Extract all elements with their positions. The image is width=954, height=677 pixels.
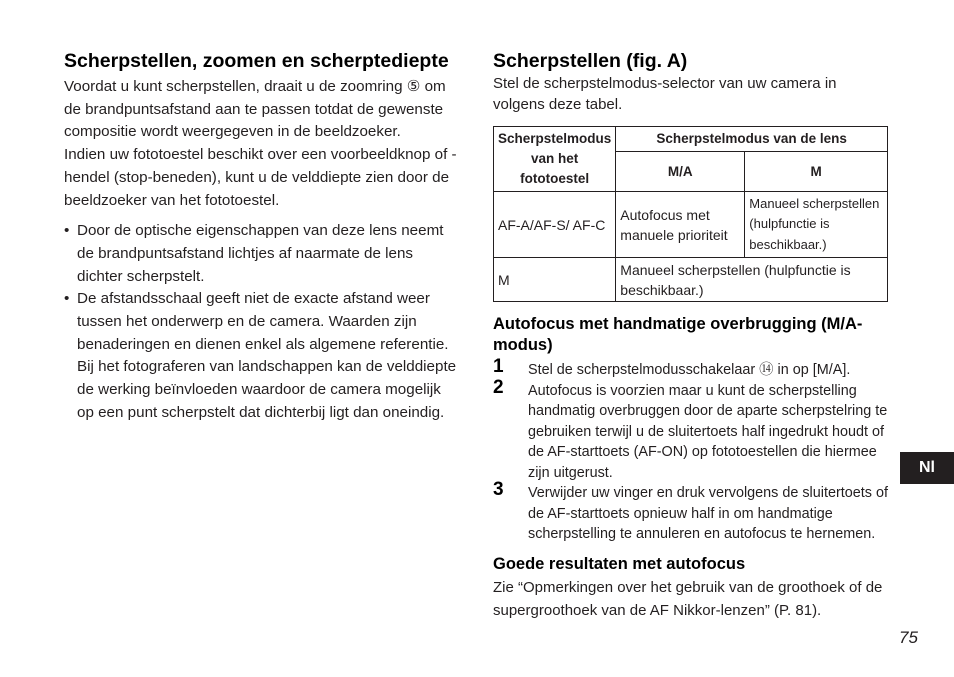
step-text: Verwijder uw vinger en druk vervolgens de sluitertoets of de AF-starttoets opnieuw half in om handmatige scherpstelling te annuleren en autofocus te hernemen. (528, 485, 888, 542)
intro-paragraph: Stel de scherpstelmodus-selector van uw camera in volgens deze tabel. (493, 75, 837, 113)
note-text: Door de optische eigenschappen van deze lens neemt de brandpuntsafstand lichtjes af naarmate de lens dichter scherpstelt. (77, 222, 444, 285)
subheading-good-results: Goede resultaten met autofocus (493, 554, 746, 573)
cell-af-manual-priority: Autofocus met manuele prioriteit (616, 192, 745, 258)
section-heading-focus: Scherpstellen (fig. A) (493, 50, 688, 72)
depth-paragraph: Indien uw fototoestel beschikt over een voorbeeldknop of -hendel (stop-beneden), kunt u de velddiepte zien door de beeldzoeker van het fototoestel. (64, 146, 457, 209)
subheading-ma-mode: Autofocus met handmatige overbrugging (M/A-modus) (493, 315, 863, 354)
header-ma: M/A (616, 152, 745, 192)
header-lens-mode: Scherpstelmodus van de lens (616, 127, 888, 152)
step-number: 1 (493, 356, 504, 377)
list-item (493, 376, 891, 484)
list-item (493, 479, 891, 545)
header-m: M (745, 152, 888, 192)
step-number: 3 (493, 479, 504, 500)
bullet-mark: • (64, 290, 70, 308)
cell-camera-af: AF-A/AF-S/ AF-C (494, 192, 616, 258)
list-item (493, 356, 891, 381)
step-number: 2 (493, 376, 504, 398)
step-text: Stel de scherpstelmodusschakelaar ⑭ in op [M/A]. (528, 362, 851, 378)
list-item (64, 288, 460, 424)
section-heading-focus-zoom: Scherpstellen, zoomen en scherptediepte (64, 50, 449, 72)
header-camera-mode: Scherpstelmodus van het fototoestel (494, 127, 616, 192)
focus-mode-table (493, 126, 888, 302)
zoom-paragraph: Voordat u kunt scherpstellen, draait u de zoomring ⑤ om de brandpuntsafstand aan te passen totdat de gewenste compositie wordt weergegeven in de beeldzoeker. (64, 78, 446, 141)
notes-list (64, 220, 460, 424)
page-number: 75 (899, 628, 918, 647)
language-tab: Nl (900, 452, 954, 484)
good-results-paragraph: Zie “Opmerkingen over het gebruik van de groothoek of de supergroothoek van de AF Nikkor-lenzen” (P. 81). (493, 578, 883, 619)
note-text: De afstandsschaal geeft niet de exacte afstand weer tussen het onderwerp en de camera. Waarden zijn benaderingen en dienen enkel als algemene referentie. Bij het fotograferen van landschappen kan de velddiepte de werking beïnvloeden waardoor de camera mogelijk op een punt scherpstelt dat dichterbij ligt dan oneindig. (77, 290, 457, 421)
right-column (493, 50, 891, 622)
step-text: Autofocus is voorzien maar u kunt de scherpstelling handmatig overbruggen door de aparte scherpstelring te gebruiken terwijl u de sluitertoets half ingedrukt houdt of de AF-starttoets (AF-ON) op fototoestellen die hiermee zijn uitgerust. (528, 382, 888, 481)
bullet-mark: • (64, 222, 70, 240)
steps-list (493, 356, 891, 545)
cell-manual-focus-both: Manueel scherpstellen (hulpfunctie is beschikbaar.) (616, 258, 888, 302)
left-column (64, 50, 460, 425)
cell-manual-focus: Manueel scherpstellen (hulpfunctie is beschikbaar.) (745, 192, 888, 258)
list-item (64, 220, 460, 288)
cell-camera-m: M (494, 258, 616, 302)
